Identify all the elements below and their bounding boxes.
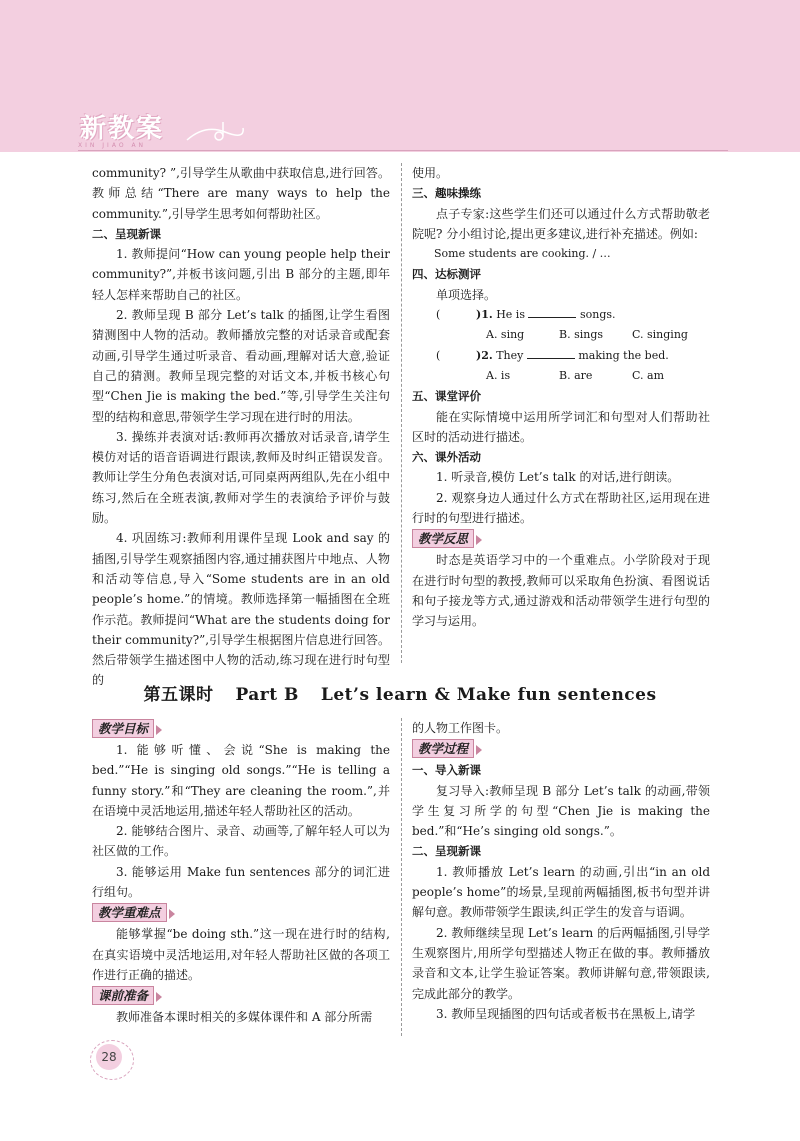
answer-blank bbox=[528, 306, 576, 318]
paragraph: community? ”,引导学生从歌曲中获取信息,进行回答。教师总结“There are many ways to help the community.”,引导学生思考如何帮助社区。 bbox=[92, 166, 390, 221]
answer-paren: ( bbox=[436, 348, 441, 362]
paragraph: 1. 能够听懂、会说“She is making the bed.”“He is singing old songs.”“He is telling a funny story.”和“They are cleaning the room.”,并在语境中灵活地运用,描述年轻人帮助社区的活动。 bbox=[92, 743, 390, 818]
question-number: )2. bbox=[476, 348, 493, 362]
quiz-options-2 bbox=[412, 366, 710, 386]
paragraph: 复习导入:教师呈现 B 部分 Let’s talk 的动画,带领学生复习所学的句型“Chen Jie is making the bed.”和“He’s singing old songs.”。 bbox=[412, 783, 710, 839]
tag-row bbox=[92, 985, 390, 1007]
section-heading: 二、呈现新课 bbox=[412, 844, 481, 859]
paragraph: 1. 教师提问“How can young people help their community?”,并板书该问题,引出 B 部分的主题,即年轻人怎样来帮助自己的社区。 bbox=[92, 247, 390, 302]
section-tag-process: 教学过程 bbox=[412, 739, 474, 758]
tag-arrow-icon bbox=[476, 745, 482, 755]
option: A. sing bbox=[486, 328, 525, 342]
option: C. singing bbox=[632, 328, 688, 342]
option: C. am bbox=[632, 368, 665, 382]
section-heading: 一、导入新课 bbox=[412, 763, 481, 778]
lower-right-column bbox=[412, 718, 710, 1024]
paragraph: 2. 观察身边人通过什么方式在帮助社区,运用现在进行时的句型进行描述。 bbox=[412, 490, 710, 526]
paragraph: 使用。 bbox=[412, 166, 449, 180]
upper-right-column bbox=[412, 163, 710, 632]
quiz-question-2 bbox=[412, 346, 710, 366]
question-number: )1. bbox=[476, 308, 493, 322]
music-note-icon bbox=[185, 118, 245, 148]
page-number: 28 bbox=[96, 1044, 122, 1070]
paragraph: 3. 教师呈现插图的四句话或者板书在黑板上,请学 bbox=[436, 1006, 696, 1021]
section-heading: 五、课堂评价 bbox=[412, 389, 481, 404]
paragraph: 教师准备本课时相关的多媒体课件和 A 部分所需 bbox=[116, 1010, 373, 1025]
paragraph: 时态是英语学习中的一个重难点。小学阶段对于现在进行时句型的教授,教师可以采取角色扮演、看图说话和句子接龙等方式,通过游戏和活动带领学生进行句型的学习与运用。 bbox=[412, 553, 710, 629]
paragraph: 能够掌握“be doing sth.”这一现在进行时的结构,在真实语境中灵活地运用,对年轻人帮助社区做的各项工作进行正确的描述。 bbox=[92, 927, 390, 982]
lesson-part: Part B bbox=[235, 685, 299, 705]
question-text: making the bed. bbox=[578, 348, 669, 362]
paragraph: 2. 教师呈现 B 部分 Let’s talk 的插图,让学生看图猜测图中人物的活动。教师播放完整的对话录音或配套动画,引导学生通过听录音、看动画,理解对话大意,验证自己的猜测。教师呈现完整的对话文本,并板书核心句型“Chen Jie is making the bed.”等,引导学生关注句型的结构和意思,带领学生学习现在进行时的用法。 bbox=[92, 308, 390, 424]
paragraph: 的人物工作图卡。 bbox=[412, 721, 509, 735]
option: A. is bbox=[486, 368, 511, 382]
paragraph: 2. 教师继续呈现 Let’s learn 的后两幅插图,引导学生观察图片,用所学句型描述人物正在做的事。教师播放录音和文本,让学生验证答案。教师讲解句意,带领跟读,完成此部分的教学。 bbox=[412, 925, 710, 1001]
paragraph: 2. 能够结合图片、录音、动画等,了解年轻人可以为社区做的工作。 bbox=[92, 824, 390, 859]
option: B. are bbox=[559, 368, 593, 382]
lesson-topic: Let’s learn & Make fun sentences bbox=[320, 685, 657, 705]
column-divider bbox=[401, 718, 402, 1036]
paragraph: 能在实际情境中运用所学词汇和句型对人们帮助社区时的活动进行描述。 bbox=[412, 409, 710, 444]
paragraph: 1. 听录音,模仿 Let’s talk 的对话,进行朗读。 bbox=[436, 470, 680, 485]
brand-subtitle: XIN JIAO AN bbox=[78, 142, 147, 149]
quiz-options-1 bbox=[412, 325, 710, 345]
tag-row bbox=[92, 902, 390, 924]
paragraph: 3. 能够运用 Make fun sentences 部分的词汇进行组句。 bbox=[92, 864, 390, 900]
lower-left-column bbox=[92, 718, 390, 1028]
question-text: They bbox=[496, 348, 524, 362]
tag-row bbox=[412, 738, 710, 760]
tag-arrow-icon bbox=[156, 725, 162, 735]
tag-arrow-icon bbox=[169, 909, 175, 919]
example-sentence: Some students are cooking. / … bbox=[434, 247, 611, 261]
header-divider bbox=[78, 150, 728, 151]
question-text: He is bbox=[496, 308, 525, 322]
column-divider bbox=[401, 163, 402, 663]
tag-arrow-icon bbox=[156, 992, 162, 1002]
quiz-question-1 bbox=[412, 305, 710, 325]
section-heading: 二、呈现新课 bbox=[92, 226, 161, 241]
answer-blank bbox=[527, 347, 575, 359]
tag-row bbox=[92, 718, 390, 740]
section-heading: 四、达标测评 bbox=[412, 267, 481, 282]
answer-paren: ( bbox=[436, 308, 441, 322]
quiz-intro: 单项选择。 bbox=[436, 287, 497, 302]
section-heading: 六、课外活动 bbox=[412, 450, 481, 465]
lesson-number: 第五课时 bbox=[143, 685, 214, 705]
section-tag-reflection: 教学反思 bbox=[412, 529, 474, 548]
tag-row bbox=[412, 528, 710, 550]
paragraph: 点子专家:这些学生们还可以通过什么方式帮助敬老院呢? 分小组讨论,提出更多建议,进行补充描述。例如: bbox=[412, 206, 710, 241]
section-heading: 三、趣味操练 bbox=[412, 186, 481, 201]
section-tag-goals: 教学目标 bbox=[92, 719, 154, 738]
lesson-title bbox=[0, 680, 800, 705]
tag-arrow-icon bbox=[476, 535, 482, 545]
question-text: songs. bbox=[579, 308, 616, 322]
paragraph: 3. 操练并表演对话:教师再次播放对话录音,请学生模仿对话的语音语调进行跟读,教师及时纠正错误发音。教师让学生分角色表演对话,可同桌两两组队,先在小组中练习,然后在全班表演,教师对学生的表演给予评价与鼓励。 bbox=[92, 429, 390, 526]
section-tag-key-points: 教学重难点 bbox=[92, 903, 167, 922]
option: B. sings bbox=[559, 328, 604, 342]
paragraph: 4. 巩固练习:教师利用课件呈现 Look and say 的插图,引导学生观察插图内容,通过捕获图片中地点、人物和活动等信息,导入“Some students are in an old people’s home.”的情境。教师选择第一幅插图在全班作示范。教师提问“What are the students doing for their community?”,引导学生根据图片信息进行回答。然后带领学生描述图中人物的活动,练习现在进行时句型的 bbox=[92, 531, 390, 688]
section-tag-preparation: 课前准备 bbox=[92, 986, 154, 1005]
paragraph: 1. 教师播放 Let’s learn 的动画,引出“in an old people’s home”的场景,呈现前两幅插图,板书句型并讲解句意。教师带领学生跟读,纠正学生的发音与语调。 bbox=[412, 864, 710, 920]
upper-left-column bbox=[92, 163, 390, 691]
brand-logo: 新教案 bbox=[80, 114, 165, 144]
